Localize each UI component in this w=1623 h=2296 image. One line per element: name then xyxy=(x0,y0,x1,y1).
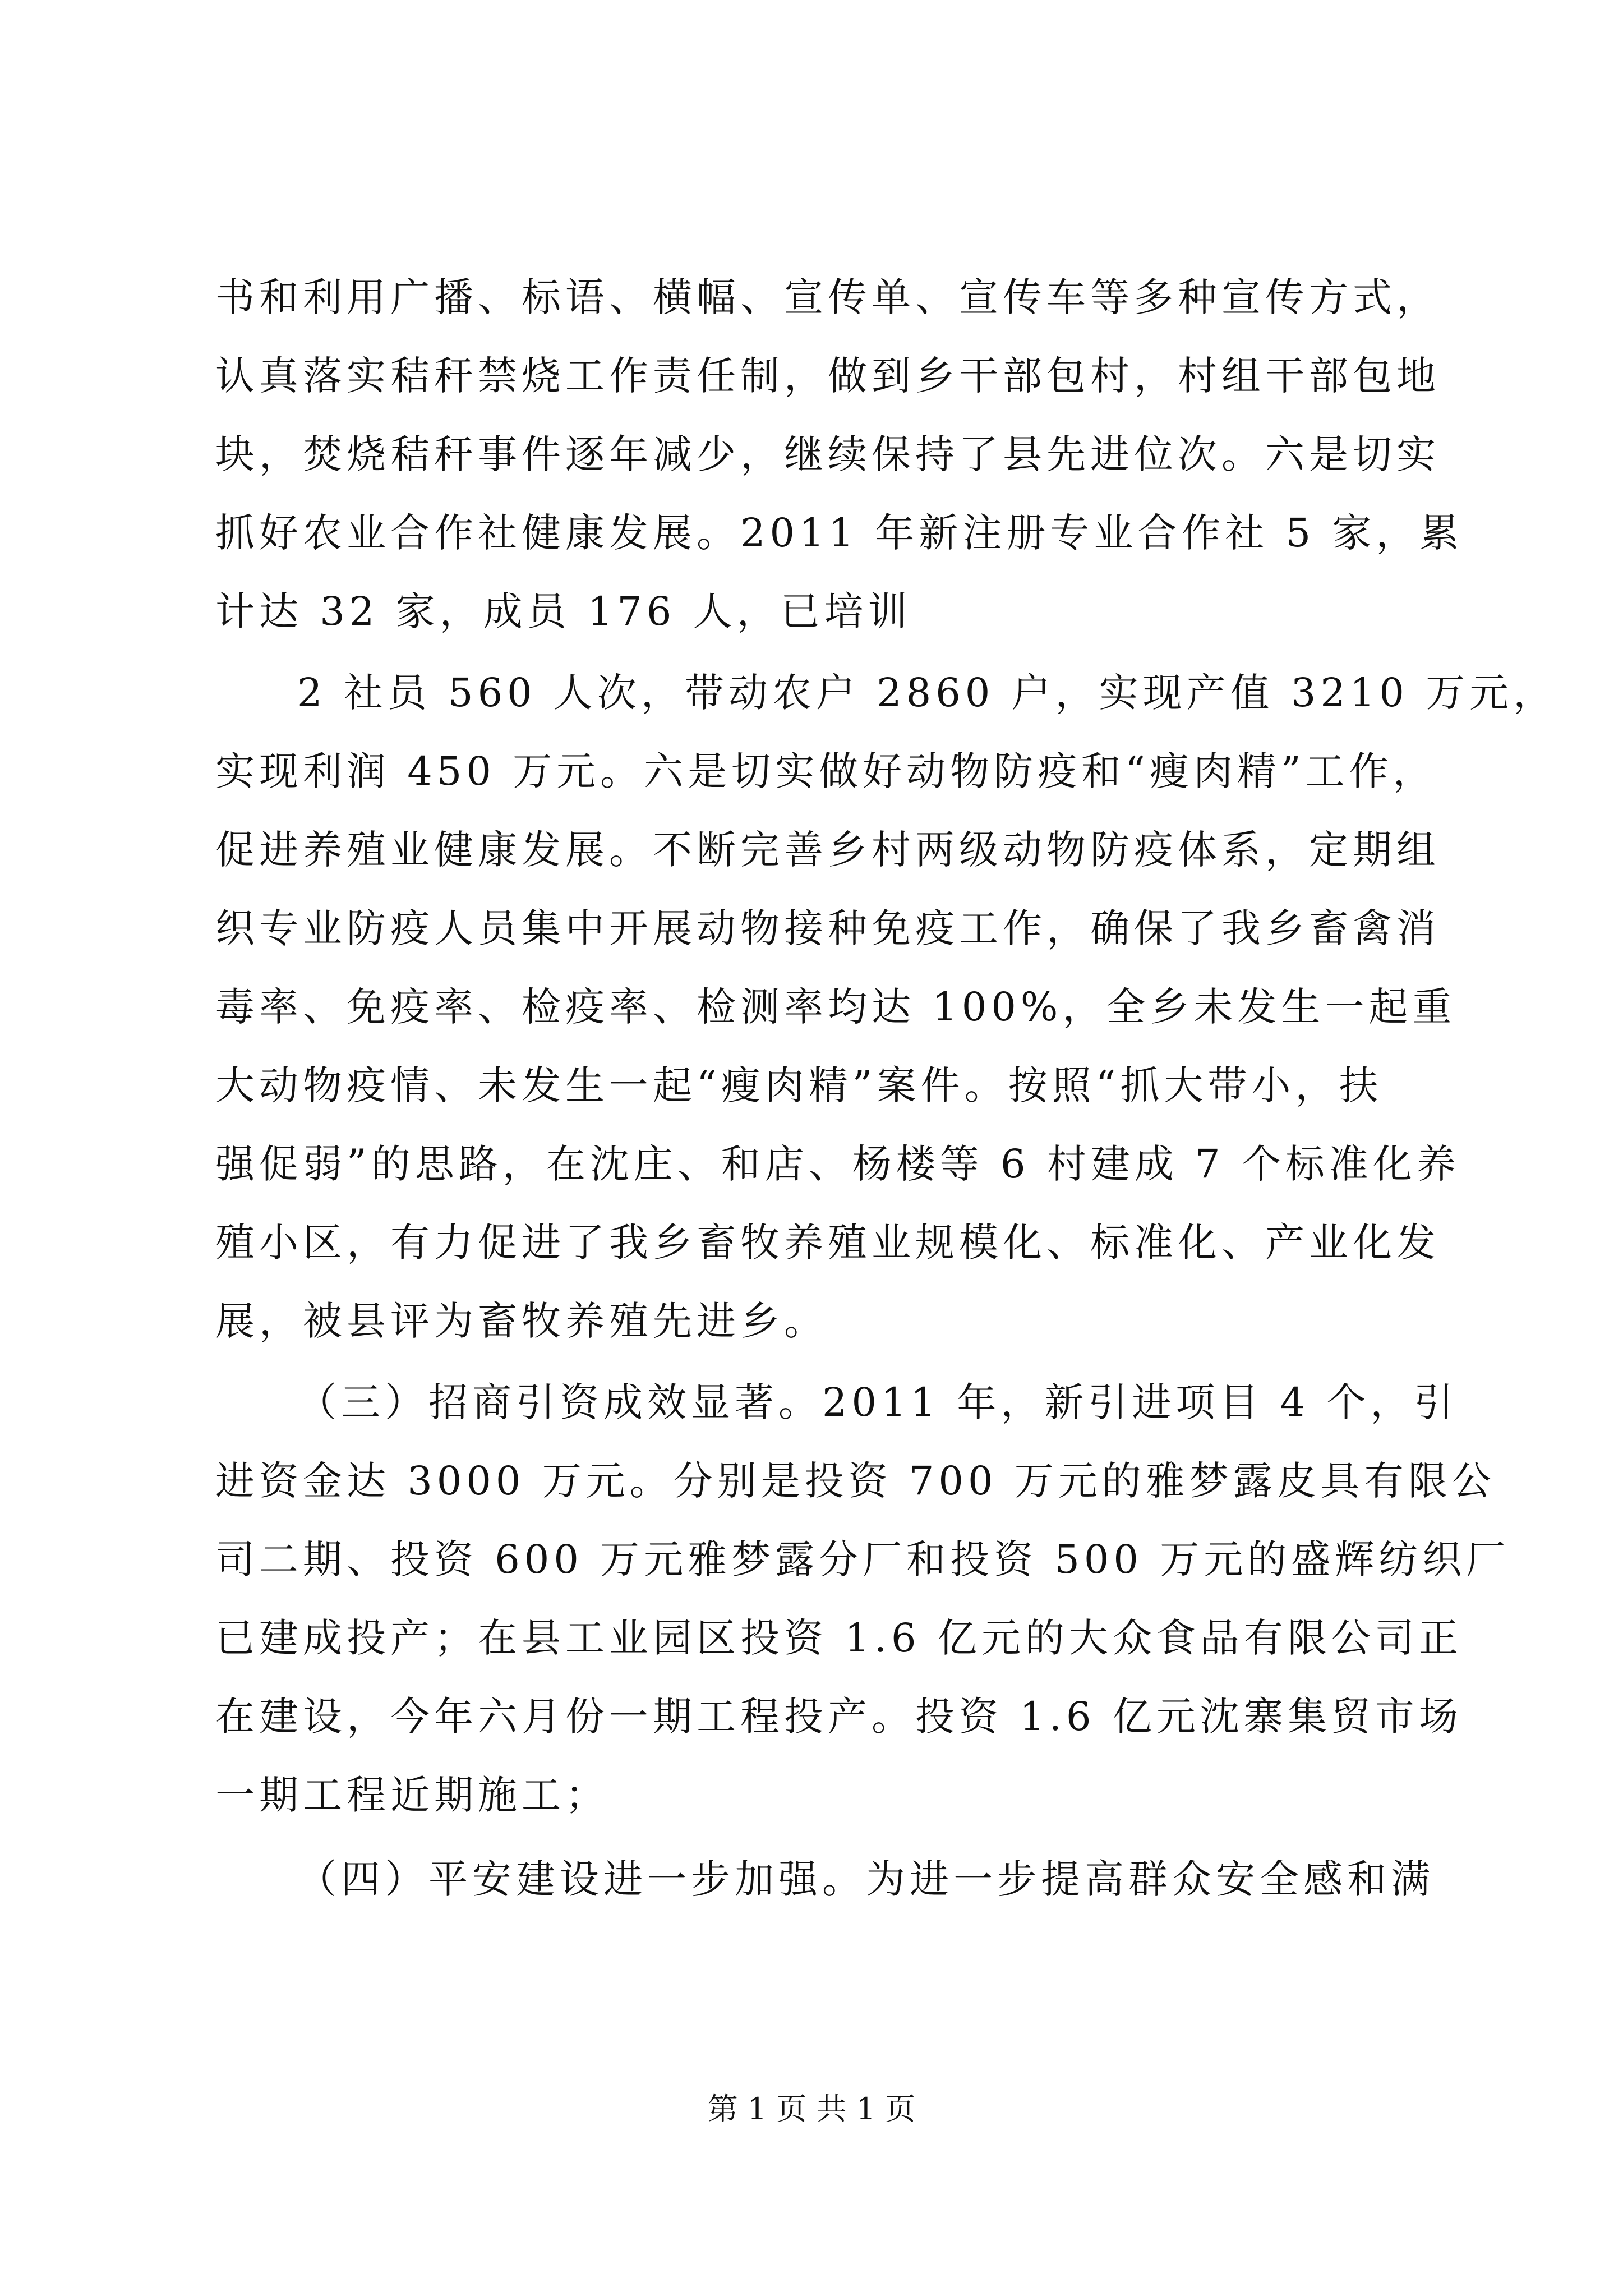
text-line: 2 社员 560 人次，带动农户 2860 户，实现产值 3210 万元， xyxy=(297,670,1557,716)
text-line: 促进养殖业健康发展。不断完善乡村两级动物防疫体系，定期组 xyxy=(215,827,1440,873)
text-line: 强促弱”的思路，在沈庄、和店、杨楼等 6 村建成 7 个标准化养 xyxy=(215,1141,1460,1187)
page-footer: 第 1 页 共 1 页 xyxy=(707,2091,916,2127)
text-line: 进资金达 3000 万元。分别是投资 700 万元的雅梦露皮具有限公 xyxy=(215,1458,1496,1504)
text-line: 在建设，今年六月份一期工程投产。投资 1.6 亿元沈寨集贸市场 xyxy=(215,1694,1463,1740)
text-line: 认真落实秸秆禁烧工作责任制，做到乡干部包村，村组干部包地 xyxy=(215,353,1440,399)
text-line: 织专业防疫人员集中开展动物接种免疫工作，确保了我乡畜禽消 xyxy=(215,905,1440,951)
text-line: 一期工程近期施工； xyxy=(215,1772,609,1818)
text-line: （四）平安建设进一步加强。为进一步提高群众安全感和满 xyxy=(297,1856,1435,1902)
text-line: 计达 32 家，成员 176 人，已培训 xyxy=(215,588,912,634)
text-line: 展，被县评为畜牧养殖先进乡。 xyxy=(215,1298,828,1344)
text-line: 大动物疫情、未发生一起“瘦肉精”案件。按照“抓大带小，扶 xyxy=(215,1062,1383,1108)
text-line: 毒率、免疫率、检疫率、检测率均达 100%，全乡未发生一起重 xyxy=(215,984,1456,1030)
text-line: 抓好农业合作社健康发展。2011 年新注册专业合作社 5 家，累 xyxy=(215,510,1464,556)
text-line: 殖小区，有力促进了我乡畜牧养殖业规模化、标准化、产业化发 xyxy=(215,1220,1440,1266)
text-line: （三）招商引资成效显著。2011 年，新引进项目 4 个，引 xyxy=(297,1379,1458,1425)
text-line: 已建成投产；在县工业园区投资 1.6 亿元的大众食品有限公司正 xyxy=(215,1615,1463,1661)
text-line: 司二期、投资 600 万元雅梦露分厂和投资 500 万元的盛辉纺织厂 xyxy=(215,1536,1510,1582)
text-line: 块，焚烧秸秆事件逐年减少，继续保持了县先进位次。六是切实 xyxy=(215,431,1440,477)
text-line: 书和利用广播、标语、横幅、宣传单、宣传车等多种宣传方式， xyxy=(215,274,1440,320)
text-line: 实现利润 450 万元。六是切实做好动物防疫和“瘦肉精”工作， xyxy=(215,748,1437,794)
